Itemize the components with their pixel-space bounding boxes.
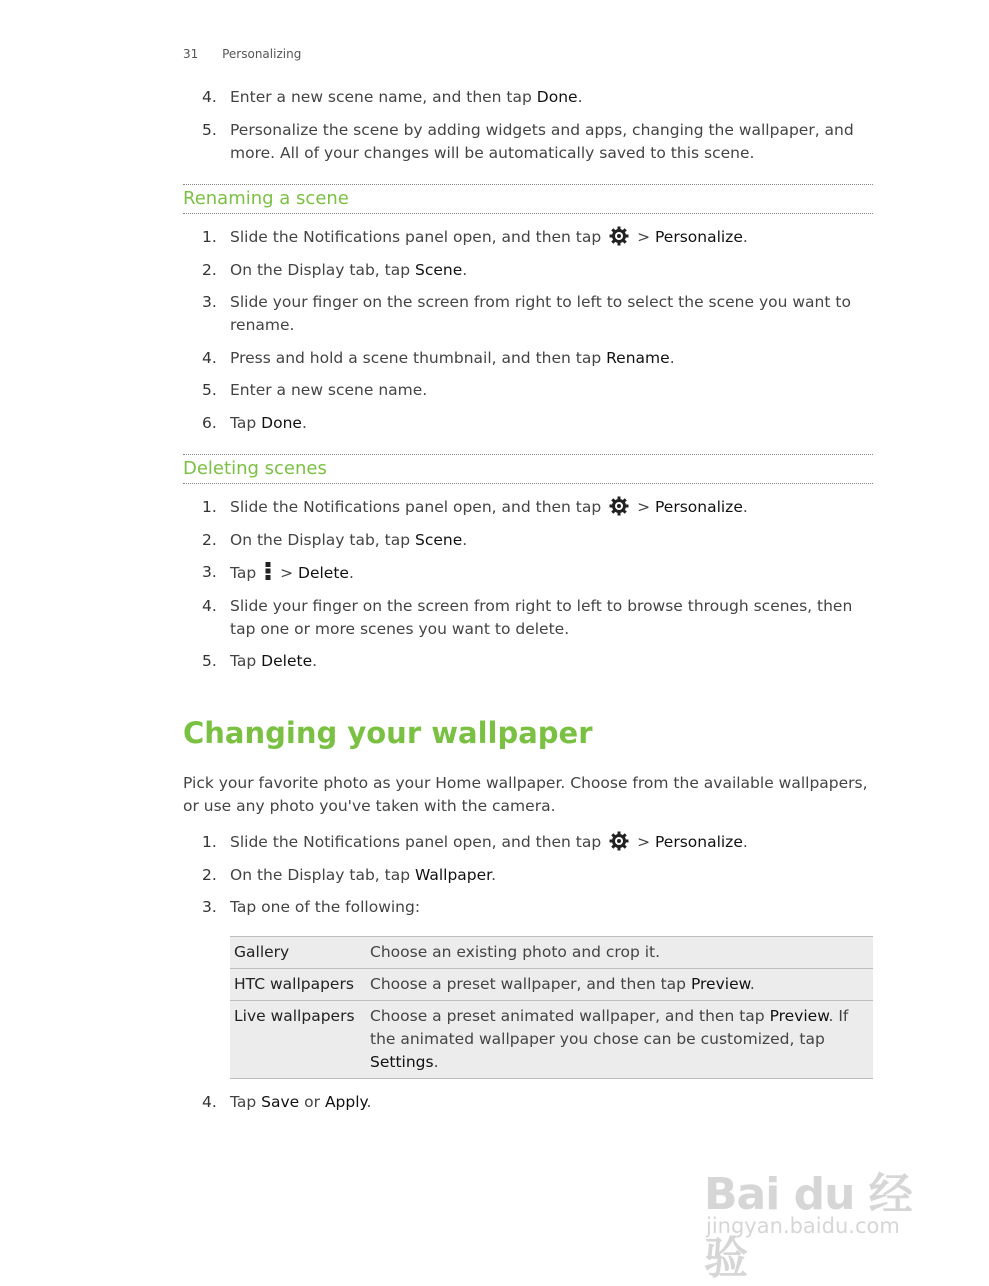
step-number: 5.: [202, 652, 217, 670]
step-item: [183, 595, 873, 641]
step-text: Tap: [230, 564, 262, 582]
ui-term: Scene: [415, 260, 463, 279]
renaming-steps: [183, 226, 873, 444]
ui-term: Done: [261, 413, 302, 432]
option-name: HTC wallpapers: [230, 969, 366, 1001]
step-number: 4.: [202, 1093, 217, 1111]
step-text: .: [366, 1093, 372, 1111]
step-number: 3.: [202, 563, 217, 581]
step-text: .: [433, 1053, 439, 1071]
step-text: Press and hold a scene thumbnail, and then tap: [230, 348, 607, 367]
step-text: On the Display tab, tap: [230, 865, 415, 884]
step-body: [230, 347, 873, 370]
step-item: [183, 831, 873, 854]
step-body: [230, 496, 873, 519]
step-item: [183, 1091, 873, 1114]
step-text: .: [462, 530, 468, 549]
ui-term: Apply: [324, 1093, 367, 1111]
ui-term: Personalize: [654, 228, 743, 246]
step-body: [230, 595, 873, 641]
chapter-title: Changing your wallpaper: [183, 716, 593, 750]
option-row: [230, 937, 873, 969]
step-text: Personalize the scene by adding widgets and apps, changing the wallpaper, and more. All of your changes will be automatically saved to this scene.: [230, 120, 854, 162]
step-number: 2.: [202, 865, 217, 884]
step-item: [183, 291, 873, 337]
step-item: [183, 119, 873, 165]
step-text: On the Display tab, tap: [230, 530, 415, 549]
step-text: Tap: [230, 413, 262, 432]
step-number: 5.: [202, 381, 217, 399]
step-text: >: [632, 228, 655, 246]
step-text: .: [742, 228, 748, 246]
section-heading-deleting: Deleting scenes: [183, 454, 873, 484]
ui-term: Wallpaper: [415, 865, 492, 884]
ui-term: Delete: [261, 652, 313, 670]
step-item: [183, 226, 873, 249]
ui-term: Preview: [690, 975, 750, 993]
gear-icon: [609, 226, 629, 246]
ui-term: Rename: [606, 348, 670, 367]
step-number: 1.: [202, 228, 217, 246]
menu-icon: [264, 561, 272, 581]
step-number: 2.: [202, 260, 217, 279]
ui-term: Preview: [769, 1007, 829, 1025]
option-description: [366, 1001, 873, 1079]
step-body: [230, 529, 873, 552]
step-number: 2.: [202, 530, 217, 549]
step-body: [230, 259, 873, 282]
step-text: Slide your finger on the screen from right to left to browse through scenes, then tap one or more scenes you want to delete.: [230, 596, 853, 638]
step-text: .: [348, 564, 354, 582]
step-text: or: [299, 1093, 325, 1111]
ui-term: Done: [536, 88, 578, 106]
step-text: Slide the Notifications panel open, and then tap: [230, 498, 607, 516]
step-body: [230, 896, 873, 919]
step-text: Tap: [230, 652, 262, 670]
step-text: Choose a preset animated wallpaper, and then tap: [370, 1007, 770, 1025]
step-item: [183, 379, 873, 402]
step-body: [230, 226, 873, 249]
step-number: 6.: [202, 413, 217, 432]
gear-icon: [609, 831, 629, 851]
step-text: .: [301, 413, 307, 432]
option-description: [366, 937, 873, 969]
ui-term: Delete: [298, 564, 349, 582]
step-number: 3.: [202, 898, 217, 916]
running-header: [183, 47, 301, 61]
step-item: [183, 86, 873, 109]
step-body: [230, 119, 873, 165]
page-number: 31: [183, 47, 199, 61]
step-item: [183, 496, 873, 519]
deleting-steps: [183, 496, 873, 683]
step-body: [230, 291, 873, 337]
step-text: . If the animated wallpaper you chose can be customized, tap: [370, 1007, 849, 1048]
step-number: 4.: [202, 596, 217, 615]
step-item: [183, 347, 873, 370]
step-text: Slide the Notifications panel open, and then tap: [230, 228, 607, 246]
step-text: Tap one of the following:: [230, 898, 421, 916]
baidu-watermark: [700, 1130, 935, 1284]
step-item: [183, 864, 873, 887]
step-body: [230, 650, 873, 673]
step-item: [183, 529, 873, 552]
step-item: [183, 896, 873, 919]
gear-icon: [609, 496, 629, 516]
step-text: Choose an existing photo and crop it.: [370, 943, 661, 961]
header-section: Personalizing: [222, 47, 302, 61]
step-body: [230, 561, 873, 585]
step-body: [230, 86, 873, 109]
step-number: 1.: [202, 498, 217, 516]
watermark-url: jingyan.baidu.com: [706, 1214, 900, 1238]
step-body: [230, 412, 873, 435]
step-number: 5.: [202, 120, 217, 139]
step-item: [183, 561, 873, 585]
step-text: Enter a new scene name.: [230, 381, 428, 399]
step-item: [183, 650, 873, 673]
step-text: Tap: [230, 1093, 262, 1111]
watermark-logo: Bai du 经验: [704, 1169, 912, 1284]
option-row: [230, 969, 873, 1001]
step-number: 4.: [202, 88, 217, 106]
step-text: Slide the Notifications panel open, and then tap: [230, 833, 607, 851]
step-text: >: [632, 498, 655, 516]
step-number: 3.: [202, 293, 217, 311]
step-body: [230, 1091, 873, 1114]
step-text: Choose a preset wallpaper, and then tap: [370, 975, 691, 993]
ui-term: Save: [261, 1093, 300, 1111]
ui-term: Personalize: [654, 833, 743, 851]
step-text: >: [275, 564, 299, 582]
step-text: .: [669, 348, 675, 367]
step-text: .: [312, 652, 318, 670]
step-text: .: [742, 833, 748, 851]
step-text: .: [742, 498, 748, 516]
continued-steps: [183, 86, 873, 174]
wallpaper-options-table: [230, 936, 873, 1079]
step-body: [230, 864, 873, 887]
wallpaper-steps: [183, 831, 873, 929]
step-text: .: [749, 975, 755, 993]
ui-term: Personalize: [654, 498, 743, 516]
ui-term: Scene: [415, 530, 463, 549]
step-text: .: [462, 260, 468, 279]
step-text: >: [632, 833, 655, 851]
option-row: [230, 1001, 873, 1079]
step-text: .: [491, 865, 497, 884]
step-body: [230, 379, 873, 402]
step-body: [230, 831, 873, 854]
step-text: .: [577, 88, 583, 106]
option-description: [366, 969, 873, 1001]
ui-term: Settings: [370, 1053, 434, 1071]
chapter-intro: Pick your favorite photo as your Home wallpaper. Choose from the available wallpapers, or use any photo you've taken with the camera.: [183, 774, 868, 815]
section-heading-renaming: Renaming a scene: [183, 184, 873, 214]
step-item: [183, 259, 873, 282]
step-text: On the Display tab, tap: [230, 260, 415, 279]
wallpaper-final-step: [183, 1091, 873, 1124]
step-number: 1.: [202, 833, 217, 851]
option-name: Live wallpapers: [230, 1001, 366, 1079]
step-text: Enter a new scene name, and then tap: [230, 88, 537, 106]
step-text: Slide your finger on the screen from right to left to select the scene you want to rename.: [230, 293, 851, 334]
step-item: [183, 412, 873, 435]
step-number: 4.: [202, 348, 217, 367]
option-name: Gallery: [230, 937, 366, 969]
